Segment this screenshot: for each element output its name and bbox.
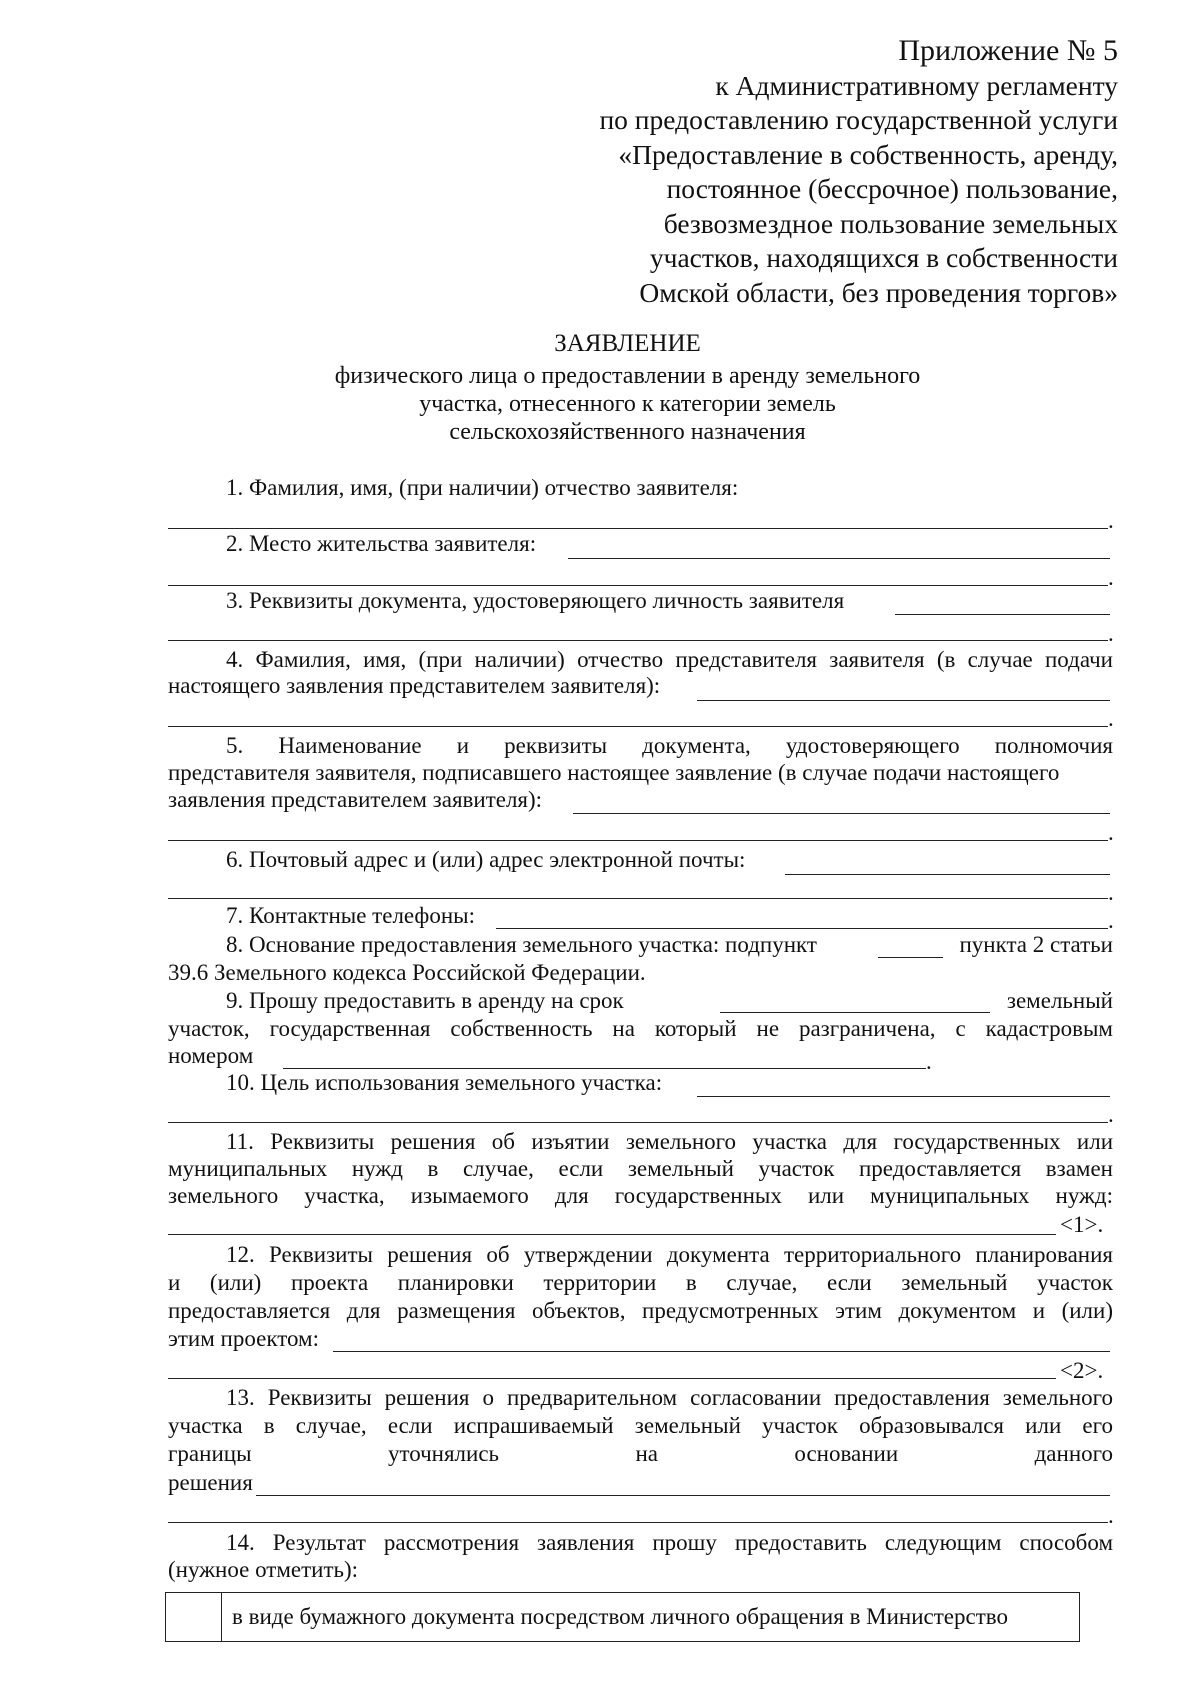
header-line: к Административному регламенту — [715, 69, 1118, 101]
item-12-label-cont: и (или) проекта планировки территории в случае, если земельный участок — [168, 1270, 1113, 1295]
item-11-field[interactable] — [168, 1234, 1056, 1235]
period: . — [1108, 565, 1114, 590]
item-12-label-cont: предоставляется для размещения объектов, предусмотренных этим документом и (или) — [168, 1298, 1113, 1323]
item-12-field[interactable] — [333, 1351, 1110, 1352]
item-9-label-cont: номером — [168, 1043, 254, 1068]
item-10-field[interactable] — [697, 1096, 1110, 1097]
item-7-field[interactable] — [496, 928, 1108, 929]
item-12-field-cont[interactable] — [168, 1378, 1056, 1379]
item-13-label: 13. Реквизиты решения о предварительном согласовании предоставления земельного — [226, 1385, 1113, 1410]
item-8-label-cont: 39.6 Земельного кодекса Российской Федерации. — [168, 960, 646, 985]
item-9-label-end: земельный — [1006, 988, 1113, 1013]
delivery-option-row — [165, 1592, 1080, 1642]
item-2-field[interactable] — [568, 558, 1110, 559]
item-9-label: 9. Прошу предоставить в аренду на срок — [226, 988, 624, 1013]
item-10-label: 10. Цель использования земельного участка: — [226, 1070, 663, 1095]
header-line: безвозмездное пользование земельных — [663, 207, 1118, 239]
item-4-label-cont: настоящего заявления представителем заявителя): — [168, 673, 661, 698]
item-3-field[interactable] — [895, 614, 1110, 615]
item-11-label: 11. Реквизиты решения об изъятии земельного участка для государственных или — [226, 1129, 1113, 1154]
item-5-field[interactable] — [573, 813, 1110, 814]
item-13-field-cont[interactable] — [168, 1522, 1108, 1523]
title-main: ЗАЯВЛЕНИЕ — [554, 330, 701, 357]
item-9-label-cont: участок, государственная собственность на который не разграничена, с кадастровым — [168, 1016, 1113, 1041]
header-line: Омской области, без проведения торгов» — [639, 276, 1118, 308]
item-4-label: 4. Фамилия, имя, (при наличии) отчество представителя заявителя (в случае подачи — [226, 647, 1113, 672]
header-line: участков, находящихся в собственности — [649, 242, 1118, 273]
period: . — [1108, 908, 1114, 933]
item-1-field[interactable] — [168, 528, 1108, 529]
title-line: участка, отнесенного к категории земель — [419, 391, 836, 417]
item-6-field[interactable] — [785, 874, 1110, 875]
item-3-label: 3. Реквизиты документа, удостоверяющего личность заявителя — [226, 588, 845, 613]
item-1-label: 1. Фамилия, имя, (при наличии) отчество заявителя: — [226, 475, 739, 500]
period: . — [926, 1049, 932, 1074]
item-8-label: 8. Основание предоставления земельного участка: подпункт — [226, 932, 817, 957]
period: . — [1108, 706, 1114, 731]
item-11-label-cont: земельного участка, изымаемого для государственных или муниципальных нужд: — [168, 1183, 1113, 1208]
title-line: сельскохозяйственного назначения — [449, 419, 806, 445]
header-line: по предоставлению государственной услуги — [599, 104, 1118, 135]
item-2-field-cont[interactable] — [168, 585, 1108, 586]
item-9-term-field[interactable] — [720, 1012, 990, 1013]
item-2-label: 2. Место жительства заявителя: — [226, 531, 537, 556]
header-line: постоянное (бессрочное) пользование, — [666, 173, 1118, 204]
delivery-option-checkbox[interactable] — [166, 1593, 222, 1641]
item-3-field-cont[interactable] — [168, 640, 1108, 641]
item-8-subclause-field[interactable] — [878, 957, 943, 958]
item-4-field-cont[interactable] — [168, 726, 1108, 727]
item-12-label-cont: этим проектом: — [168, 1326, 319, 1351]
item-13-label-cont: участка в случае, если испрашиваемый земельный участок образовывался или его — [168, 1413, 1113, 1438]
title-line: физического лица о предоставлении в аренду земельного — [334, 363, 921, 389]
item-7-label: 7. Контактные телефоны: — [226, 903, 475, 928]
item-13-label-cont: решения — [168, 1470, 253, 1495]
item-13-field[interactable] — [256, 1495, 1110, 1496]
item-6-field-cont[interactable] — [168, 898, 1108, 899]
item-12-label: 12. Реквизиты решения об утверждении документа территориального планирования — [226, 1242, 1113, 1267]
item-10-field-cont[interactable] — [168, 1122, 1108, 1123]
item-5-label: 5. Наименование и реквизиты документа, удостоверяющего полномочия — [226, 733, 1113, 758]
period: . — [1108, 1102, 1114, 1127]
item-4-field[interactable] — [697, 700, 1110, 701]
item-5-label-cont: заявления представителем заявителя): — [168, 787, 543, 812]
period: . — [1108, 880, 1114, 905]
item-13-label-cont: границы уточнялись на основании данного — [168, 1441, 1113, 1466]
period: . — [1108, 621, 1114, 646]
header-line: «Предоставление в собственность, аренду, — [618, 138, 1118, 170]
footnote-ref-1: <1>. — [1060, 1212, 1104, 1237]
period: . — [1108, 508, 1114, 533]
item-5-field-cont[interactable] — [168, 840, 1108, 841]
item-6-label: 6. Почтовый адрес и (или) адрес электронной почты: — [226, 847, 746, 872]
item-5-label-cont: представителя заявителя, подписавшего настоящее заявление (в случае подачи настоящего — [168, 760, 1060, 785]
item-14-label-cont: (нужное отметить): — [168, 1557, 359, 1582]
item-9-cadastral-field[interactable] — [283, 1068, 926, 1069]
footnote-ref-2: <2>. — [1060, 1358, 1104, 1383]
item-14-label: 14. Результат рассмотрения заявления прошу предоставить следующим способом — [226, 1530, 1113, 1555]
item-11-label-cont: муниципальных нужд в случае, если земельный участок предоставляется взамен — [168, 1156, 1113, 1181]
appendix-header — [599, 34, 1118, 310]
period: . — [1108, 1503, 1114, 1528]
period: . — [1108, 820, 1114, 845]
appendix-number: Приложение № 5 — [898, 34, 1118, 67]
item-8-label-end: пункта 2 статьи — [959, 932, 1113, 957]
delivery-option-label: в виде бумажного документа посредством личного обращения в Министерство — [232, 1604, 1008, 1629]
document-title — [150, 330, 1105, 446]
